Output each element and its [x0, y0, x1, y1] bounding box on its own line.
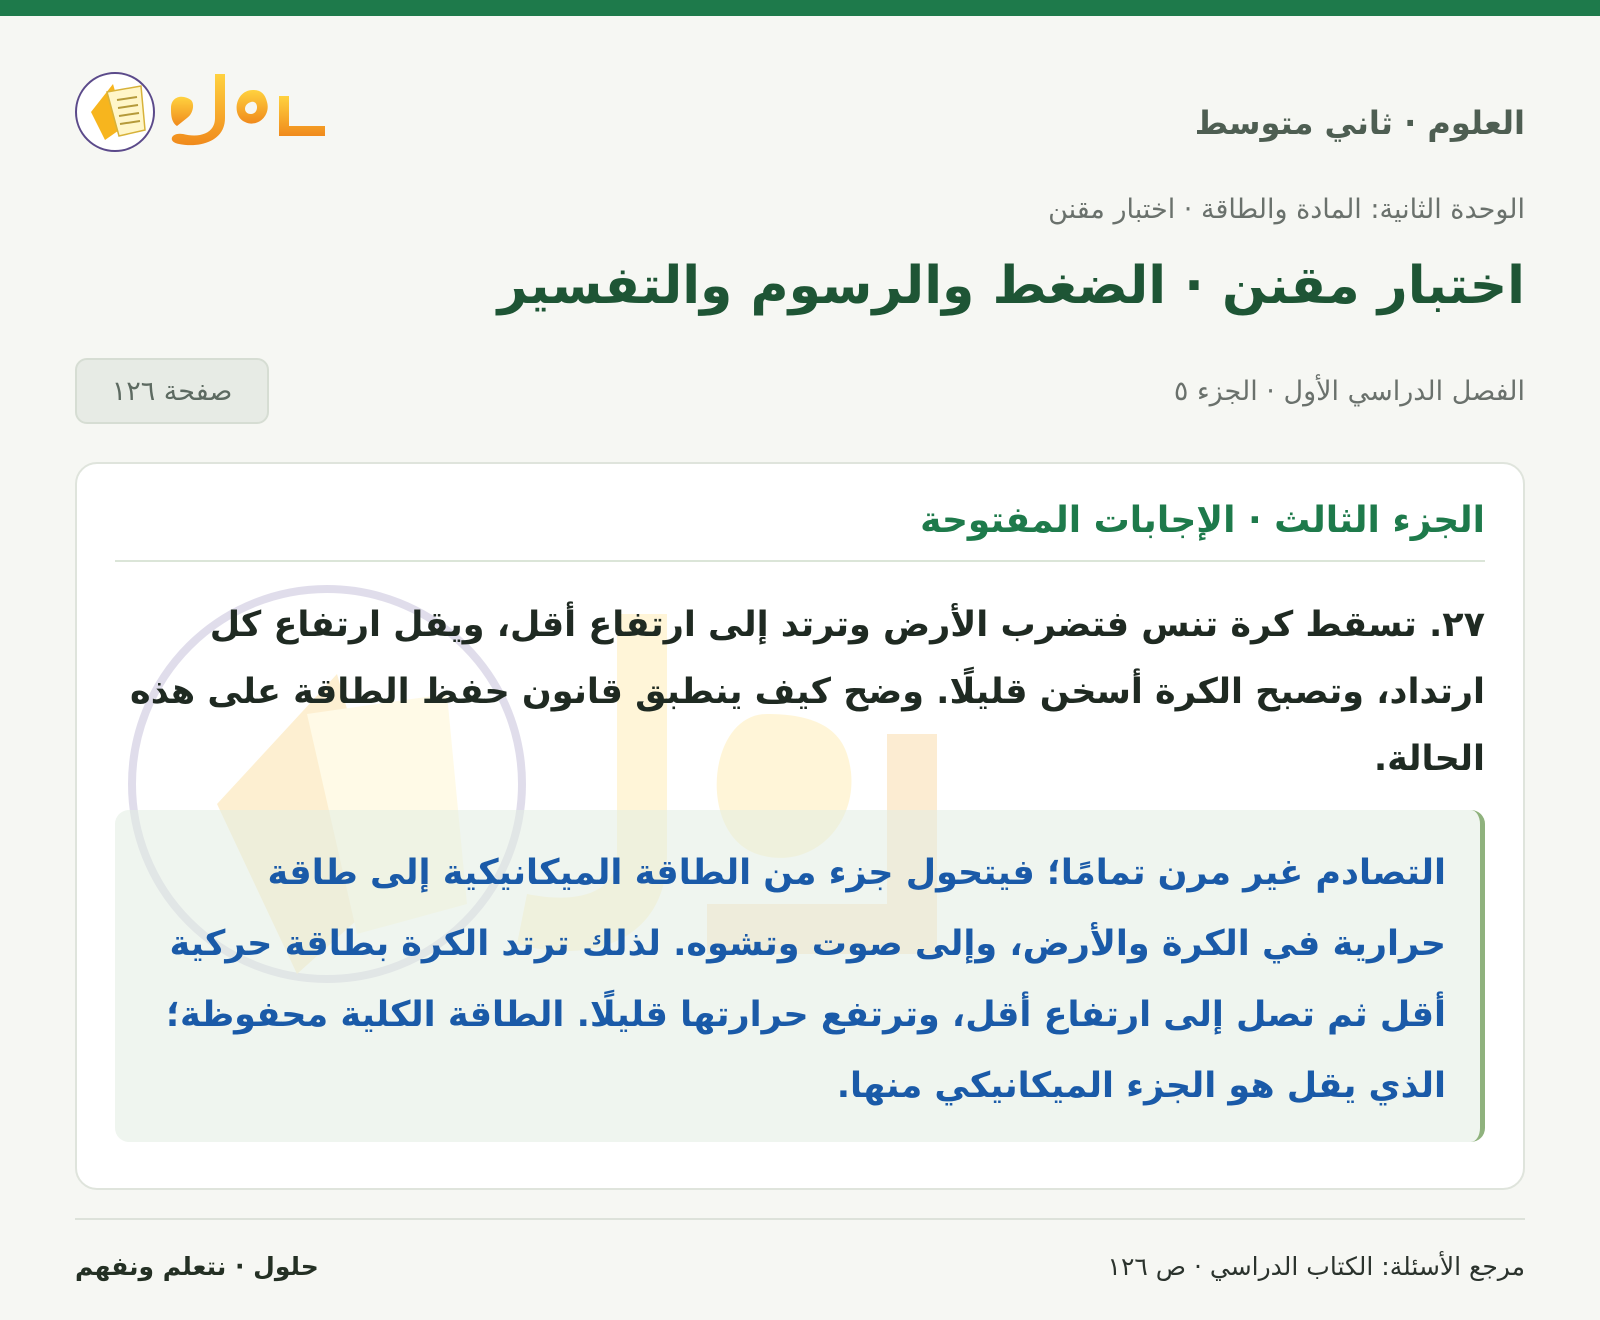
section-divider — [115, 560, 1485, 562]
page-title: اختبار مقنن · الضغط والرسوم والتفسير — [497, 256, 1525, 316]
subject-title: العلوم · ثاني متوسط — [1194, 104, 1525, 142]
footer-brand[interactable]: حلول · نتعلم ونفهم — [75, 1252, 319, 1281]
brand-logo[interactable] — [75, 56, 335, 166]
header — [75, 56, 1525, 166]
top-accent-bar — [0, 0, 1600, 16]
question-text: ٢٧. تسقط كرة تنس فتضرب الأرض وترتد إلى ارتفاع أقل، ويقل ارتفاع كل ارتداد، وتصبح الكرة أسخن قليلًا. وضح كيف ينطبق قانون حفظ الطاقة على هذه الحالة. — [130, 605, 1485, 779]
answer-text: التصادم غير مرن تمامًا؛ فيتحول جزء من الطاقة الميكانيكية إلى طاقة حرارية في الكرة والأرض، وإلى صوت وتشوه. لذلك ترتد الكرة بطاقة حركية أقل ثم تصل إلى ارتفاع أقل، وترتفع حرارتها قليلًا. الطاقة الكلية محفوظة؛ الذي يقل هو الجزء الميكانيكي منها. — [165, 853, 1446, 1106]
term-meta: الفصل الدراسي الأول · الجزء ٥ — [1173, 376, 1525, 407]
book-pencil-logo-icon — [75, 56, 335, 166]
footer-reference: مرجع الأسئلة: الكتاب الدراسي · ص ١٢٦ — [1107, 1252, 1525, 1281]
page — [75, 16, 1525, 1306]
breadcrumb[interactable]: الوحدة الثانية: المادة والطاقة · اختبار مقنن — [1048, 194, 1525, 225]
page-number-badge: صفحة ١٢٦ — [75, 358, 269, 424]
question-card — [75, 462, 1525, 1190]
section-heading: الجزء الثالث · الإجابات المفتوحة — [920, 500, 1485, 541]
answer-box — [115, 810, 1485, 1142]
footer-divider — [75, 1218, 1525, 1220]
